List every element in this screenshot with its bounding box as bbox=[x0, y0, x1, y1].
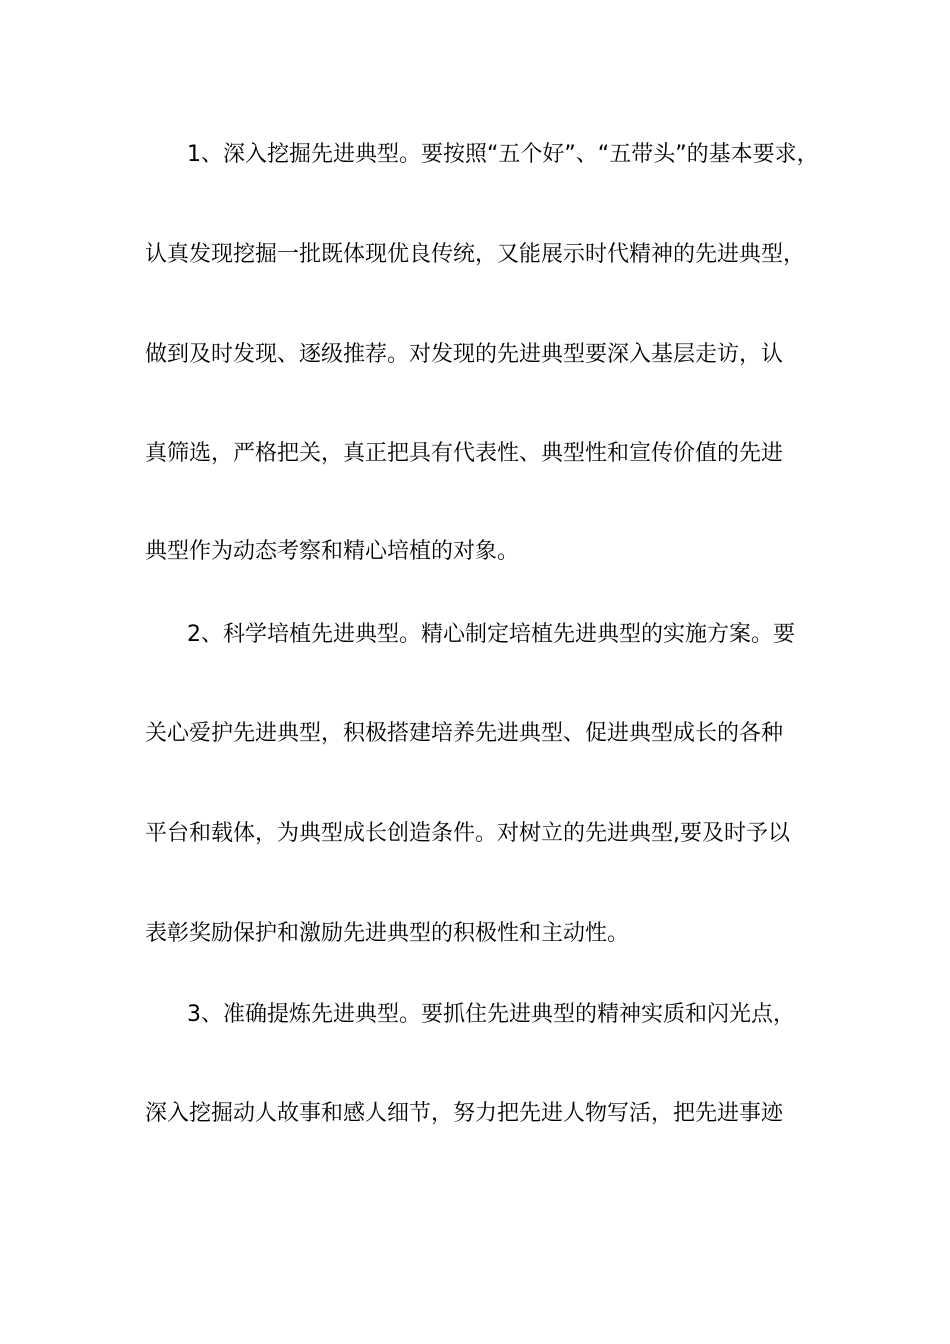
paragraph-1-line-2: 认真发现挖掘一批既体现优良传统，又能展示时代精神的先进典型， bbox=[145, 242, 806, 267]
paragraph-2-line-1: 2、科学培植先进典型。精心制定培植先进典型的实施方案。要 bbox=[187, 622, 795, 647]
paragraph-1-line-3: 做到及时发现、逐级推荐。对发现的先进典型要深入基层走访，认 bbox=[145, 342, 784, 367]
paragraph-3-line-1: 3、准确提炼先进典型。要抓住先进典型的精神实质和闪光点， bbox=[187, 1002, 795, 1027]
paragraph-1-line-1: 1、深入挖掘先进典型。要按照“五个好”、“五带头”的基本要求， bbox=[187, 142, 819, 167]
paragraph-2-line-2: 关心爱护先进典型，积极搭建培养先进典型、促进典型成长的各种 bbox=[145, 721, 784, 746]
paragraph-3-line-2: 深入挖掘动人故事和感人细节，努力把先进人物写活，把先进事迹 bbox=[145, 1101, 784, 1126]
paragraph-1-line-5: 典型作为动态考察和精心培植的对象。 bbox=[145, 539, 520, 564]
paragraph-2-line-3: 平台和载体，为典型成长创造条件。对树立的先进典型,要及时予以 bbox=[145, 821, 790, 846]
paragraph-2-line-4: 表彰奖励保护和激励先进典型的积极性和主动性。 bbox=[145, 921, 630, 946]
paragraph-1-line-4: 真筛选，严格把关，真正把具有代表性、典型性和宣传价值的先进 bbox=[145, 441, 784, 466]
